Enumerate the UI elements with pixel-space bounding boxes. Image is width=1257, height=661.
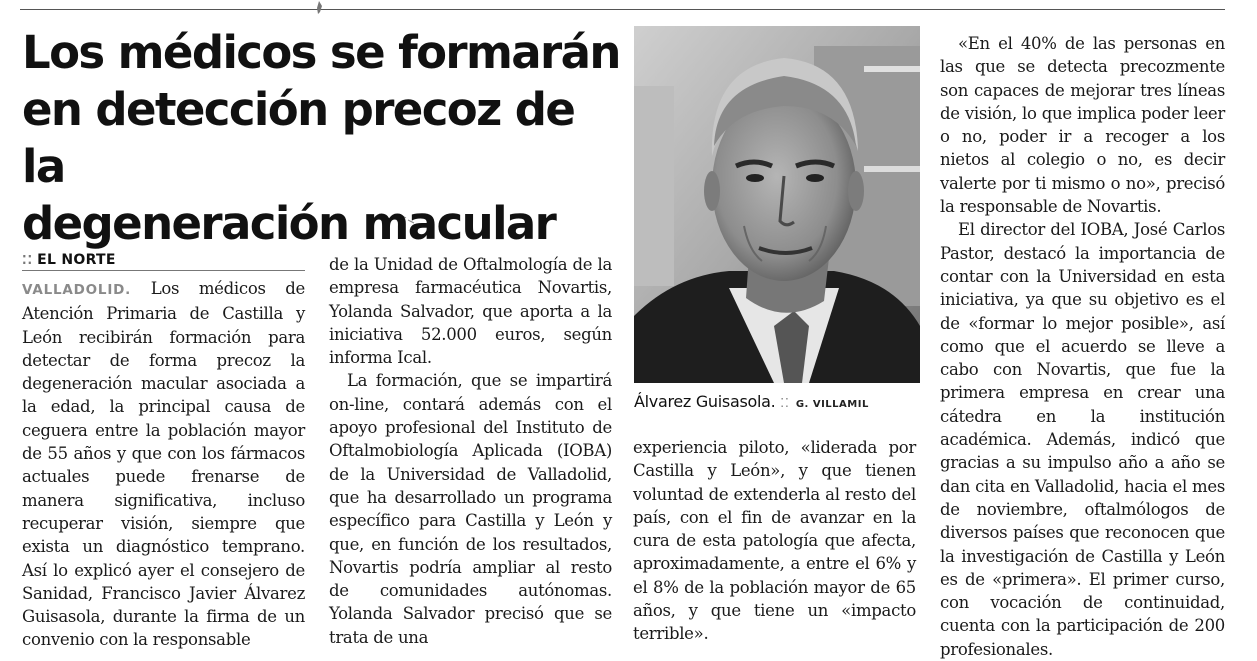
byline-source: EL NORTE <box>37 252 116 268</box>
article-column-3 <box>633 436 916 646</box>
headline-line-1: Los médicos se formarán <box>22 26 620 79</box>
column-1-paragraph <box>22 277 305 652</box>
column-4-paragraph-1: «En el 40% de las personas en las que se detecta precozmente son capaces de mejorar tres líneas de visión, lo que implica poder leer o no, poder ir a recoger a los nietos al colegio o no, es decir valerte por ti mismo o no», precisó la responsable de Novartis. <box>940 34 1225 217</box>
column-2-paragraph-2: La formación, que se impartirá on-line, contará además con el apoyo profesional del Instituto de Oftalmobiología Aplicada (IOBA) de la Universidad de Valladolid, que ha desarrollado un programa específico para Castilla y León y que, en función de los resultados, Novartis podría ampliar al resto de comunidades autónomas. Yolanda Salvador precisó que se trata de una <box>329 371 612 647</box>
byline <box>22 252 305 271</box>
article-column-1 <box>22 277 305 652</box>
dateline-location: VALLADOLID. <box>22 282 132 298</box>
headline-line-3: degeneración macular <box>22 197 556 250</box>
photo-caption <box>634 392 924 411</box>
column-3-paragraph: experiencia piloto, «liderada por Castilla y León», y que tienen voluntad de extenderla al resto del país, con el fin de avanzar en la cura de esta patología que afecta, aproximadamente, a entre el 6% y el 8% de la población mayor de 65 años, y que tiene un «impacto terrible». <box>633 438 916 644</box>
headline <box>22 24 622 252</box>
top-ink-mark-icon <box>311 0 327 16</box>
portrait-photo <box>634 26 920 383</box>
article-column-2 <box>329 253 612 649</box>
portrait-man-icon <box>634 26 920 383</box>
byline-dots-icon: ⁚⁚ <box>22 253 34 267</box>
column-2-paragraph-1: de la Unidad de Oftalmología de la empresa farmacéutica Novartis, Yolanda Salvador, que aporta a la iniciativa 52.000 euros, según informa Ical. <box>329 255 612 368</box>
caption-dots-icon: ⁚⁚ <box>780 396 790 410</box>
caption-text: Álvarez Guisasola. <box>634 392 776 411</box>
article-column-4 <box>940 32 1225 661</box>
top-rule <box>20 9 1225 10</box>
column-1-text: Los médicos de Atención Primaria de Castilla y León recibirán formación para detectar de forma precoz la degeneración macular asociada a la edad, la principal causa de ceguera entre la población mayor de 55 años y que con los fármacos actuales puede frenarse de manera significativa, incluso recuperar visión, siempre que exista un diagnóstico temprano. Así lo explicó ayer el consejero de Sanidad, Francisco Javier Álvarez Guisasola, durante la firma de un convenio con la responsable <box>22 279 305 650</box>
photo-credit: G. VILLAMIL <box>795 399 869 410</box>
column-4-paragraph-2: El director del IOBA, José Carlos Pastor, destacó la importancia de contar con la Universidad en esta iniciativa, ya que su objetivo es el de «formar lo mejor posible», así como que el acuerdo se lleve a cabo con Novartis, que fue la primera empresa en crear una cátedra en la institución académica. Además, indicó que gracias a su impulso año a año se dan cita en Valladolid, hacia el mes de noviembre, oftalmólogos de diversos países que reconocen que la investigación de Castilla y León es de «primera». El primer curso, con vocación de continuidad, cuenta con la participación de 200 profesionales. <box>940 220 1225 659</box>
headline-line-2: en detección precoz de la <box>22 83 575 193</box>
